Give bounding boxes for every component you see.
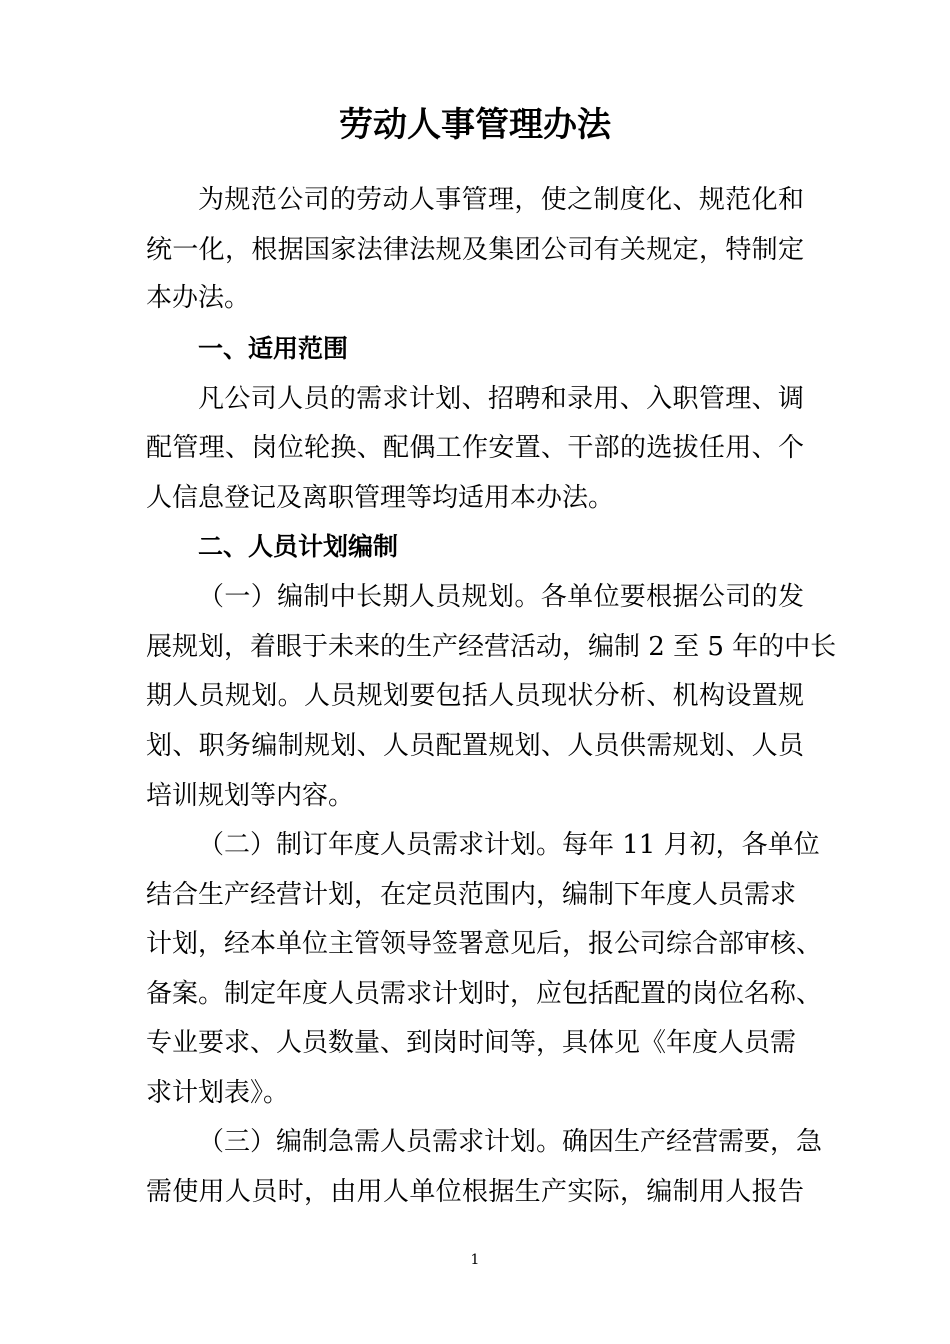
document-title: 劳动人事管理办法 [339,105,611,145]
body-line: 备案。制定年度人员需求计划时，应包括配置的岗位名称、 [146,979,823,1009]
body-line: 专业要求、人员数量、到岗时间等，具体见《年度人员需 [146,1028,797,1058]
body-line: （一）编制中长期人员规划。各单位要根据公司的发 [198,582,804,612]
body-line: 划、职务编制规划、人员配置规划、人员供需规划、人员 [146,731,804,761]
body-line: 凡公司人员的需求计划、招聘和录用、入职管理、调 [198,384,804,414]
body-line: 期人员规划。人员规划要包括人员现状分析、机构设置规 [146,681,804,711]
body-line: 需使用人员时，由用人单位根据生产实际，编制用人报告 [146,1177,804,1207]
body-line: 配管理、岗位轮换、配偶工作安置、干部的选拔任用、个 [146,433,804,463]
body-line: 结合生产经营计划，在定员范围内，编制下年度人员需求 [146,880,797,910]
section-heading: 二、人员计划编制 [198,532,399,561]
body-line: 展规划，着眼于未来的生产经营活动，编制 2 至 5 年的中长 [146,632,837,662]
body-line: 求计划表》。 [146,1078,290,1108]
body-line: 计划，经本单位主管领导签署意见后，报公司综合部审核、 [146,929,823,959]
body-line: 人信息登记及离职管理等均适用本办法。 [146,483,615,513]
body-line: 统一化，根据国家法律法规及集团公司有关规定，特制定 [146,235,804,265]
page-number: 1 [470,1252,480,1268]
body-line: （二）制订年度人员需求计划。每年 11 月初，各单位 [198,830,820,860]
body-line: （三）编制急需人员需求计划。确因生产经营需要，急 [198,1127,823,1157]
body-line: 为规范公司的劳动人事管理，使之制度化、规范化和 [198,185,804,215]
body-line: 培训规划等内容。 [146,781,355,811]
section-heading: 一、适用范围 [198,334,349,363]
body-line: 本办法。 [146,283,251,313]
